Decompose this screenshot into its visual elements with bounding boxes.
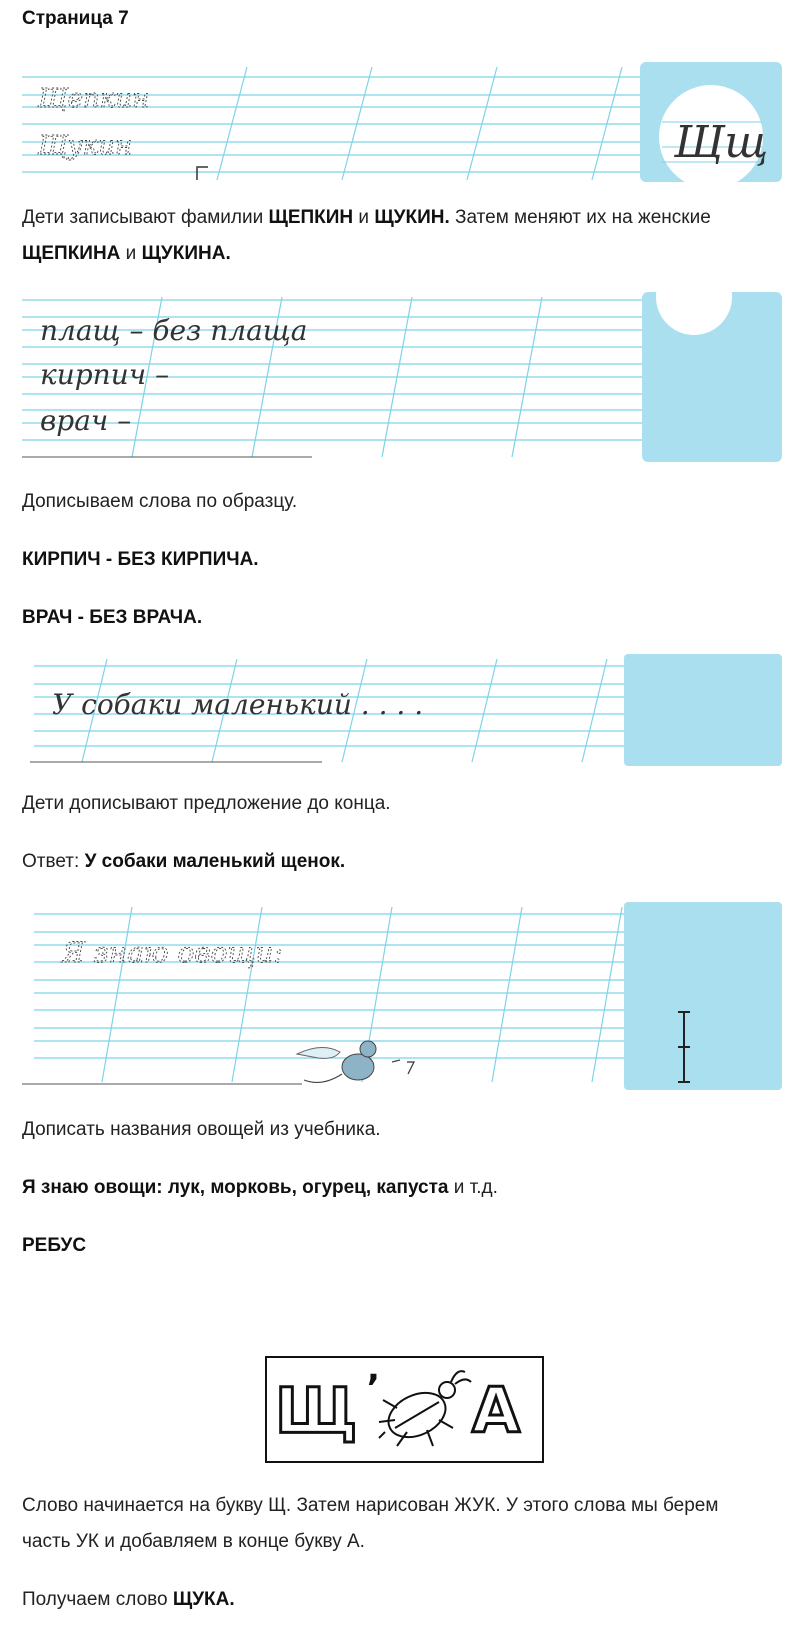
exercise4-sentence: Я знаю овощи:	[62, 936, 283, 969]
answer-tail: и т.д.	[448, 1177, 498, 1198]
page-title: Страница 7	[22, 8, 129, 29]
text-part: и	[353, 207, 375, 228]
rebus-title-text: РЕБУС	[22, 1235, 87, 1256]
rebus-comma: ,	[367, 1358, 380, 1389]
rebus-explanation: Слово начинается на букву Щ. Затем нарисован ЖУК. У этого слова мы берем часть УК и добавляем в конце букву А.	[22, 1495, 719, 1552]
exercise1-word2: Щукин	[38, 131, 133, 161]
exercise2-description: Дописываем слова по образцу.	[22, 491, 298, 512]
mouse-illustration	[297, 1041, 400, 1082]
exercise4-answer	[22, 1170, 782, 1206]
answer-text: У собаки маленький щенок.	[84, 851, 346, 872]
result-word: ЩУКА.	[172, 1589, 235, 1610]
rebus-image	[265, 1356, 544, 1463]
rebus-result	[22, 1582, 782, 1618]
exercise3-sentence: У собаки маленький . . . .	[52, 688, 424, 721]
answer-text: Я знаю овощи: лук, морковь, огурец, капуста	[22, 1177, 449, 1198]
exercise2-answer2	[22, 600, 782, 636]
rebus-letter-shch: Щ	[275, 1374, 358, 1447]
result-label: Получаем слово	[22, 1589, 173, 1610]
rebus-title	[22, 1228, 782, 1264]
exercise1-letter: Щщ	[674, 117, 769, 168]
exercise1-description	[22, 200, 782, 272]
bold-surname: ЩЕПКИН	[268, 207, 354, 228]
bold-surname: ЩУКИНА.	[141, 243, 231, 264]
text-part: и	[120, 243, 142, 264]
exercise2-line2: кирпич –	[40, 358, 170, 391]
exercise2-line3: врач –	[40, 404, 132, 437]
bold-surname: ЩЕПКИНА	[22, 243, 121, 264]
exercise1-image	[22, 62, 782, 182]
answer-text: КИРПИЧ - БЕЗ КИРПИЧА.	[22, 549, 259, 570]
exercise4-description: Дописать названия овощей из учебника.	[22, 1119, 381, 1140]
exercise3-image	[22, 654, 782, 766]
exercise2-line1: плащ – без плаща	[40, 314, 308, 347]
bold-surname: ЩУКИН.	[374, 207, 450, 228]
text-part: Дети записывают фамилии	[22, 207, 269, 228]
exercise4-image	[22, 902, 782, 1090]
beetle-illustration	[379, 1371, 471, 1446]
exercise1-word1: Щепкин	[38, 84, 150, 114]
answer-label: Ответ:	[22, 851, 85, 872]
rebus-letter-a: А	[472, 1374, 520, 1447]
exercise3-description: Дети дописывают предложение до конца.	[22, 793, 391, 814]
exercise3-answer	[22, 844, 782, 880]
answer-text: ВРАЧ - БЕЗ ВРАЧА.	[22, 607, 203, 628]
exercise2-image	[22, 292, 782, 462]
exercise2-answer1	[22, 542, 782, 578]
text-part: Затем меняют их на женские	[449, 207, 711, 228]
